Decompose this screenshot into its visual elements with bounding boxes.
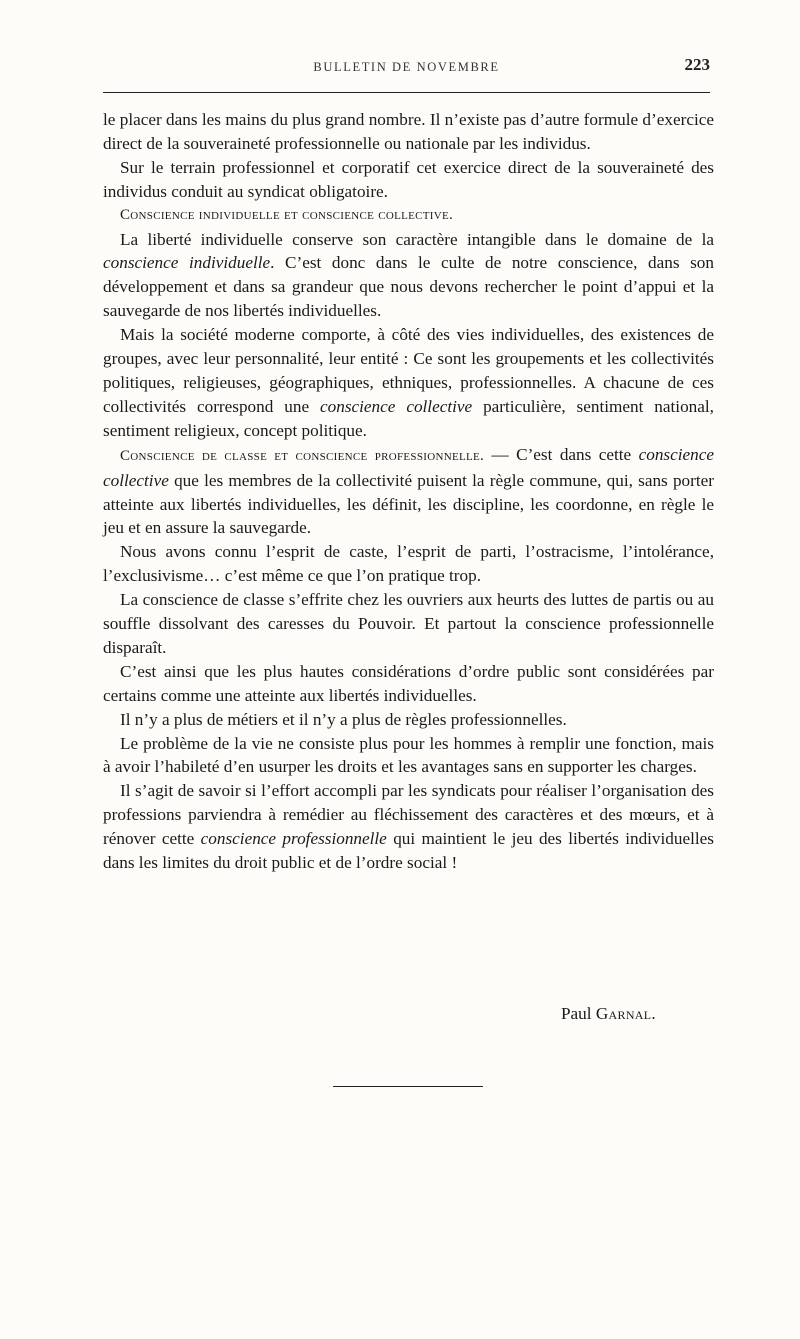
paragraph: [103, 779, 714, 875]
page-number: 223: [684, 55, 710, 74]
text-run: La liberté individuelle conserve son caractère intangible dans le domaine de la: [120, 229, 714, 249]
emphasis: conscience collective: [103, 444, 714, 490]
author-last-name: Garnal.: [595, 1004, 656, 1023]
text-run: . C’est donc dans le culte de notre conscience, dans son développement et dans sa grandeur que nous devons rechercher le point d’appui et la sauvegarde de nos libertés individuelles.: [103, 253, 714, 321]
emphasis: conscience collective: [320, 396, 473, 416]
section-heading: Conscience de classe et conscience professionnelle.: [120, 447, 485, 464]
section-heading: Conscience individuelle et conscience collective.: [120, 206, 454, 223]
author-signature: [561, 1004, 656, 1024]
text-run: particulière, sentiment national, sentiment religieux, concept politique.: [103, 396, 714, 440]
end-rule: [333, 1086, 483, 1087]
running-title: BULLETIN DE NOVEMBRE: [313, 60, 500, 74]
emphasis: conscience individuelle: [103, 253, 271, 273]
paragraph: Nous avons connu l’esprit de caste, l’esprit de parti, l’ostracisme, l’intolérance, l’exclusivisme… c’est même ce que l’on pratique trop.: [103, 542, 714, 586]
paragraph: Il n’y a plus de métiers et il n’y a plus de règles professionnelles.: [120, 709, 567, 729]
text-run: — C’est dans cette: [484, 444, 639, 464]
paragraph: [103, 228, 714, 324]
paragraph: le placer dans les mains du plus grand nombre. Il n’existe pas d’autre formule d’exercice direct de la souveraineté professionnelle ou nationale par les individus.: [103, 110, 714, 153]
page-header: [103, 52, 710, 86]
header-rule: [103, 92, 710, 93]
paragraph: [103, 323, 714, 443]
text-run: Mais la société moderne comporte, à côté des vies individuelles, des existences de groupes, avec leur personnalité, leur entité : Ce sont les groupements et les collectivités politiques, religieuses, géographiques, ethniques, professionnelles. A chacune de ces collectivités correspond une: [103, 325, 714, 416]
paragraph: La conscience de classe s’effrite chez les ouvriers aux heurts des luttes de partis ou au souffle dissolvant des caresses du Pouvoir. Et partout la conscience professionnelle disparaît.: [103, 590, 714, 657]
emphasis: conscience professionnelle: [200, 829, 387, 849]
text-run: que les membres de la collectivité puisent la règle commune, qui, sans porter atteinte aux libertés individuelles, les définit, les discipline, les coordonne, en règle le jeu et en assure la sauvegarde.: [103, 470, 714, 538]
paragraph: C’est ainsi que les plus hautes considérations d’ordre public sont considérées par certains comme une atteinte aux libertés individuelles.: [103, 661, 714, 705]
text-run: qui maintient le jeu des libertés individuelles dans les limites du droit public et de l’ordre social !: [103, 829, 714, 873]
paragraph: Sur le terrain professionnel et corporatif cet exercice direct de la souveraineté des individus conduit au syndicat obligatoire.: [103, 157, 714, 201]
article-body: [103, 108, 714, 875]
author-first-name: Paul: [560, 1004, 592, 1023]
paragraph: [103, 443, 714, 541]
paragraph: Le problème de la vie ne consiste plus pour les hommes à remplir une fonction, mais à avoir l’habileté d’en usurper les droits et les avantages sans en supporter les charges.: [103, 733, 714, 777]
text-run: Il s’agit de savoir si l’effort accompli par les syndicats pour réaliser l’organisation des professions parviendra à remédier au fléchissement des caractères et des mœurs, et à rénover cette: [103, 781, 714, 849]
